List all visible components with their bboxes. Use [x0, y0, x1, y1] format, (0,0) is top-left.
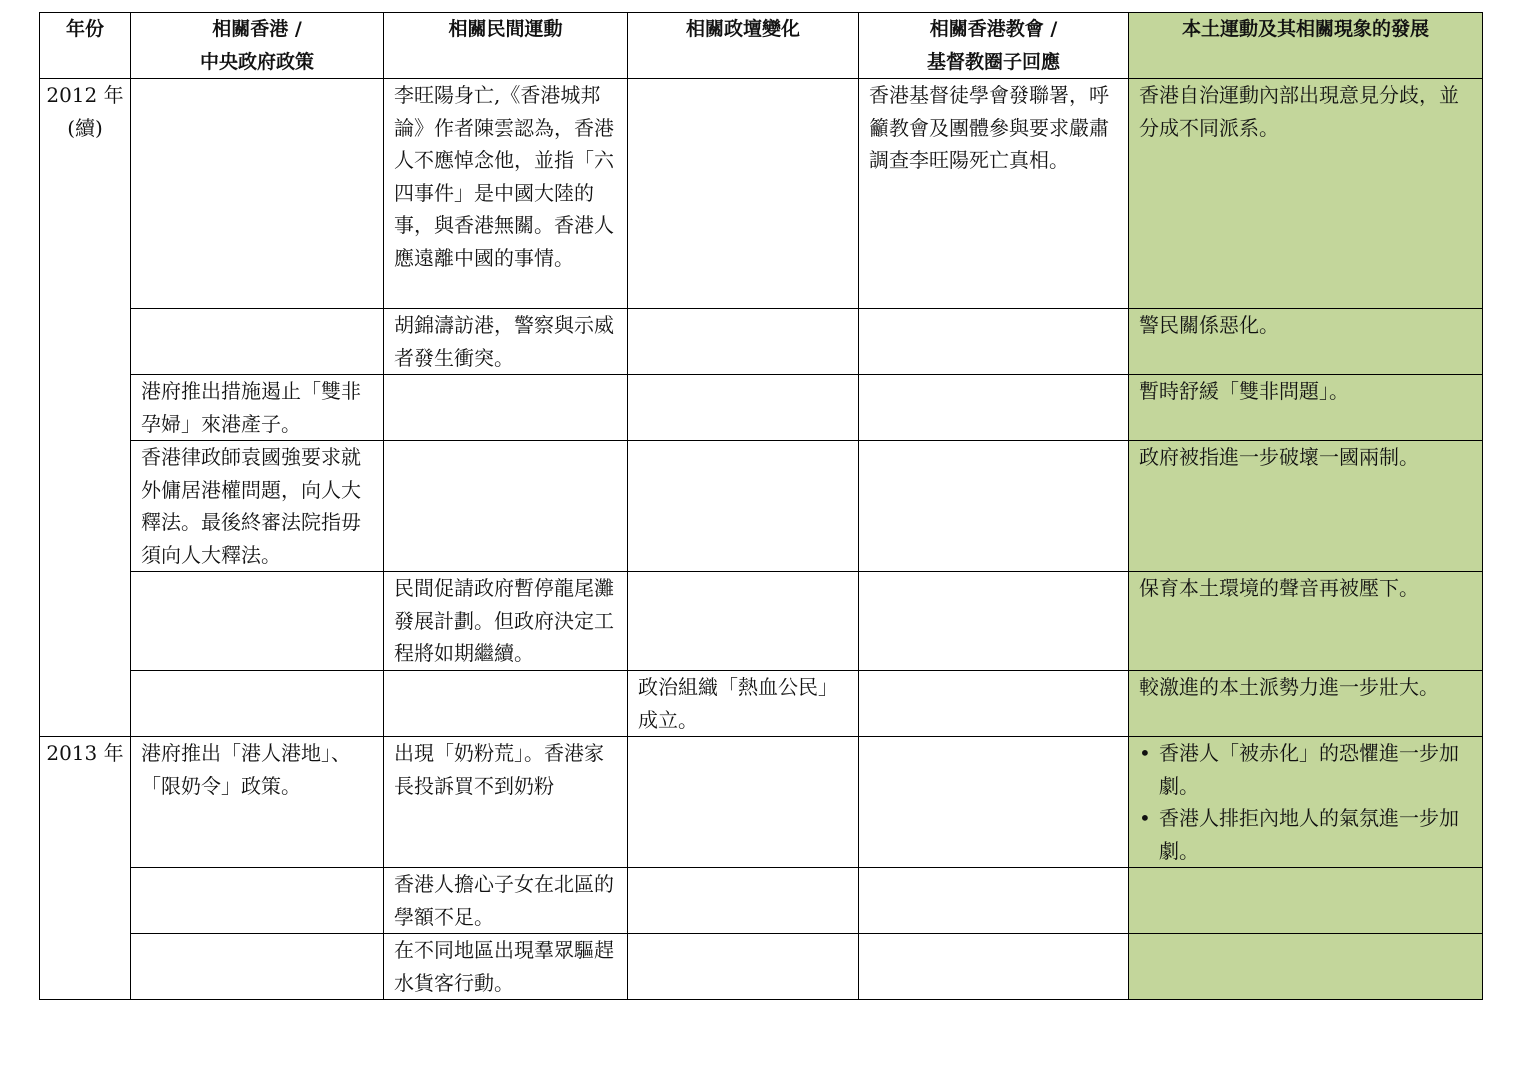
politics-cell [628, 441, 859, 572]
policy-cell [131, 868, 384, 934]
table-row [40, 671, 1483, 737]
civil-cell [384, 671, 628, 737]
list-item: • 香港人「被赤化」的恐懼進一步加劇。 [1159, 737, 1472, 802]
church-cell [859, 934, 1129, 1000]
church-cell: 香港基督徒學會發聯署，呼籲教會及團體參與要求嚴肅調查李旺陽死亡真相。 [859, 79, 1129, 309]
table-row [40, 375, 1483, 441]
policy-cell [131, 934, 384, 1000]
localism-cell [1129, 934, 1483, 1000]
header-localism: 本土運動及其相關現象的發展 [1129, 13, 1483, 79]
civil-cell [384, 441, 628, 572]
localism-cell [1129, 737, 1483, 868]
table-row [40, 309, 1483, 375]
politics-cell [628, 309, 859, 375]
policy-cell [131, 572, 384, 671]
localism-cell [1129, 868, 1483, 934]
year-cell-2012: 2012 年 (續) [40, 79, 131, 737]
church-cell [859, 671, 1129, 737]
table-row [40, 441, 1483, 572]
localism-cell: 香港自治運動內部出現意見分歧，並分成不同派系。 [1129, 79, 1483, 309]
header-civil-movement: 相關民間運動 [384, 13, 628, 79]
church-cell [859, 309, 1129, 375]
civil-cell [384, 375, 628, 441]
politics-cell [628, 79, 859, 309]
politics-cell [628, 572, 859, 671]
church-cell [859, 868, 1129, 934]
localism-cell: 暫時舒緩「雙非問題」。 [1129, 375, 1483, 441]
church-cell [859, 441, 1129, 572]
policy-cell [131, 671, 384, 737]
civil-cell: 出現「奶粉荒」。香港家長投訴買不到奶粉 [384, 737, 628, 868]
year-cell-2013: 2013 年 [40, 737, 131, 1000]
localism-cell: 保育本土環境的聲音再被壓下。 [1129, 572, 1483, 671]
localism-cell: 較激進的本土派勢力進一步壯大。 [1129, 671, 1483, 737]
politics-cell [628, 737, 859, 868]
header-political-change: 相關政壇變化 [628, 13, 859, 79]
localism-cell: 政府被指進一步破壞一國兩制。 [1129, 441, 1483, 572]
table-row [40, 934, 1483, 1000]
civil-cell: 在不同地區出現羣眾驅趕水貨客行動。 [384, 934, 628, 1000]
header-year: 年份 [40, 13, 131, 79]
policy-cell: 港府推出措施遏止「雙非孕婦」來港產子。 [131, 375, 384, 441]
header-policy: 相關香港 / 中央政府政策 [131, 13, 384, 79]
politics-cell: 政治組織「熱血公民」成立。 [628, 671, 859, 737]
table-row [40, 737, 1483, 868]
policy-cell: 港府推出「港人港地」、「限奶令」政策。 [131, 737, 384, 868]
civil-cell: 胡錦濤訪港，警察與示威者發生衝突。 [384, 309, 628, 375]
localism-bullet-list [1139, 737, 1472, 867]
policy-cell [131, 79, 384, 309]
politics-cell [628, 934, 859, 1000]
politics-cell [628, 868, 859, 934]
church-cell [859, 737, 1129, 868]
policy-cell [131, 309, 384, 375]
list-item: • 香港人排拒內地人的氣氛進一步加劇。 [1159, 802, 1472, 867]
timeline-table [39, 12, 1483, 1000]
civil-cell: 民間促請政府暫停龍尾灘發展計劃。但政府決定工程將如期繼續。 [384, 572, 628, 671]
header-church-response: 相關香港教會 / 基督教圈子回應 [859, 13, 1129, 79]
policy-cell: 香港律政師袁國強要求就外傭居港權問題，向人大釋法。最後終審法院指毋須向人大釋法。 [131, 441, 384, 572]
table-row [40, 868, 1483, 934]
church-cell [859, 375, 1129, 441]
church-cell [859, 572, 1129, 671]
header-row [40, 13, 1483, 79]
localism-cell: 警民關係惡化。 [1129, 309, 1483, 375]
table-row [40, 572, 1483, 671]
civil-cell: 李旺陽身亡,《香港城邦論》作者陳雲認為，香港人不應悼念他，並指「六四事件」是中國大陸的事，與香港無關。香港人應遠離中國的事情。 [384, 79, 628, 309]
civil-cell: 香港人擔心子女在北區的學額不足。 [384, 868, 628, 934]
table-row [40, 79, 1483, 309]
politics-cell [628, 375, 859, 441]
